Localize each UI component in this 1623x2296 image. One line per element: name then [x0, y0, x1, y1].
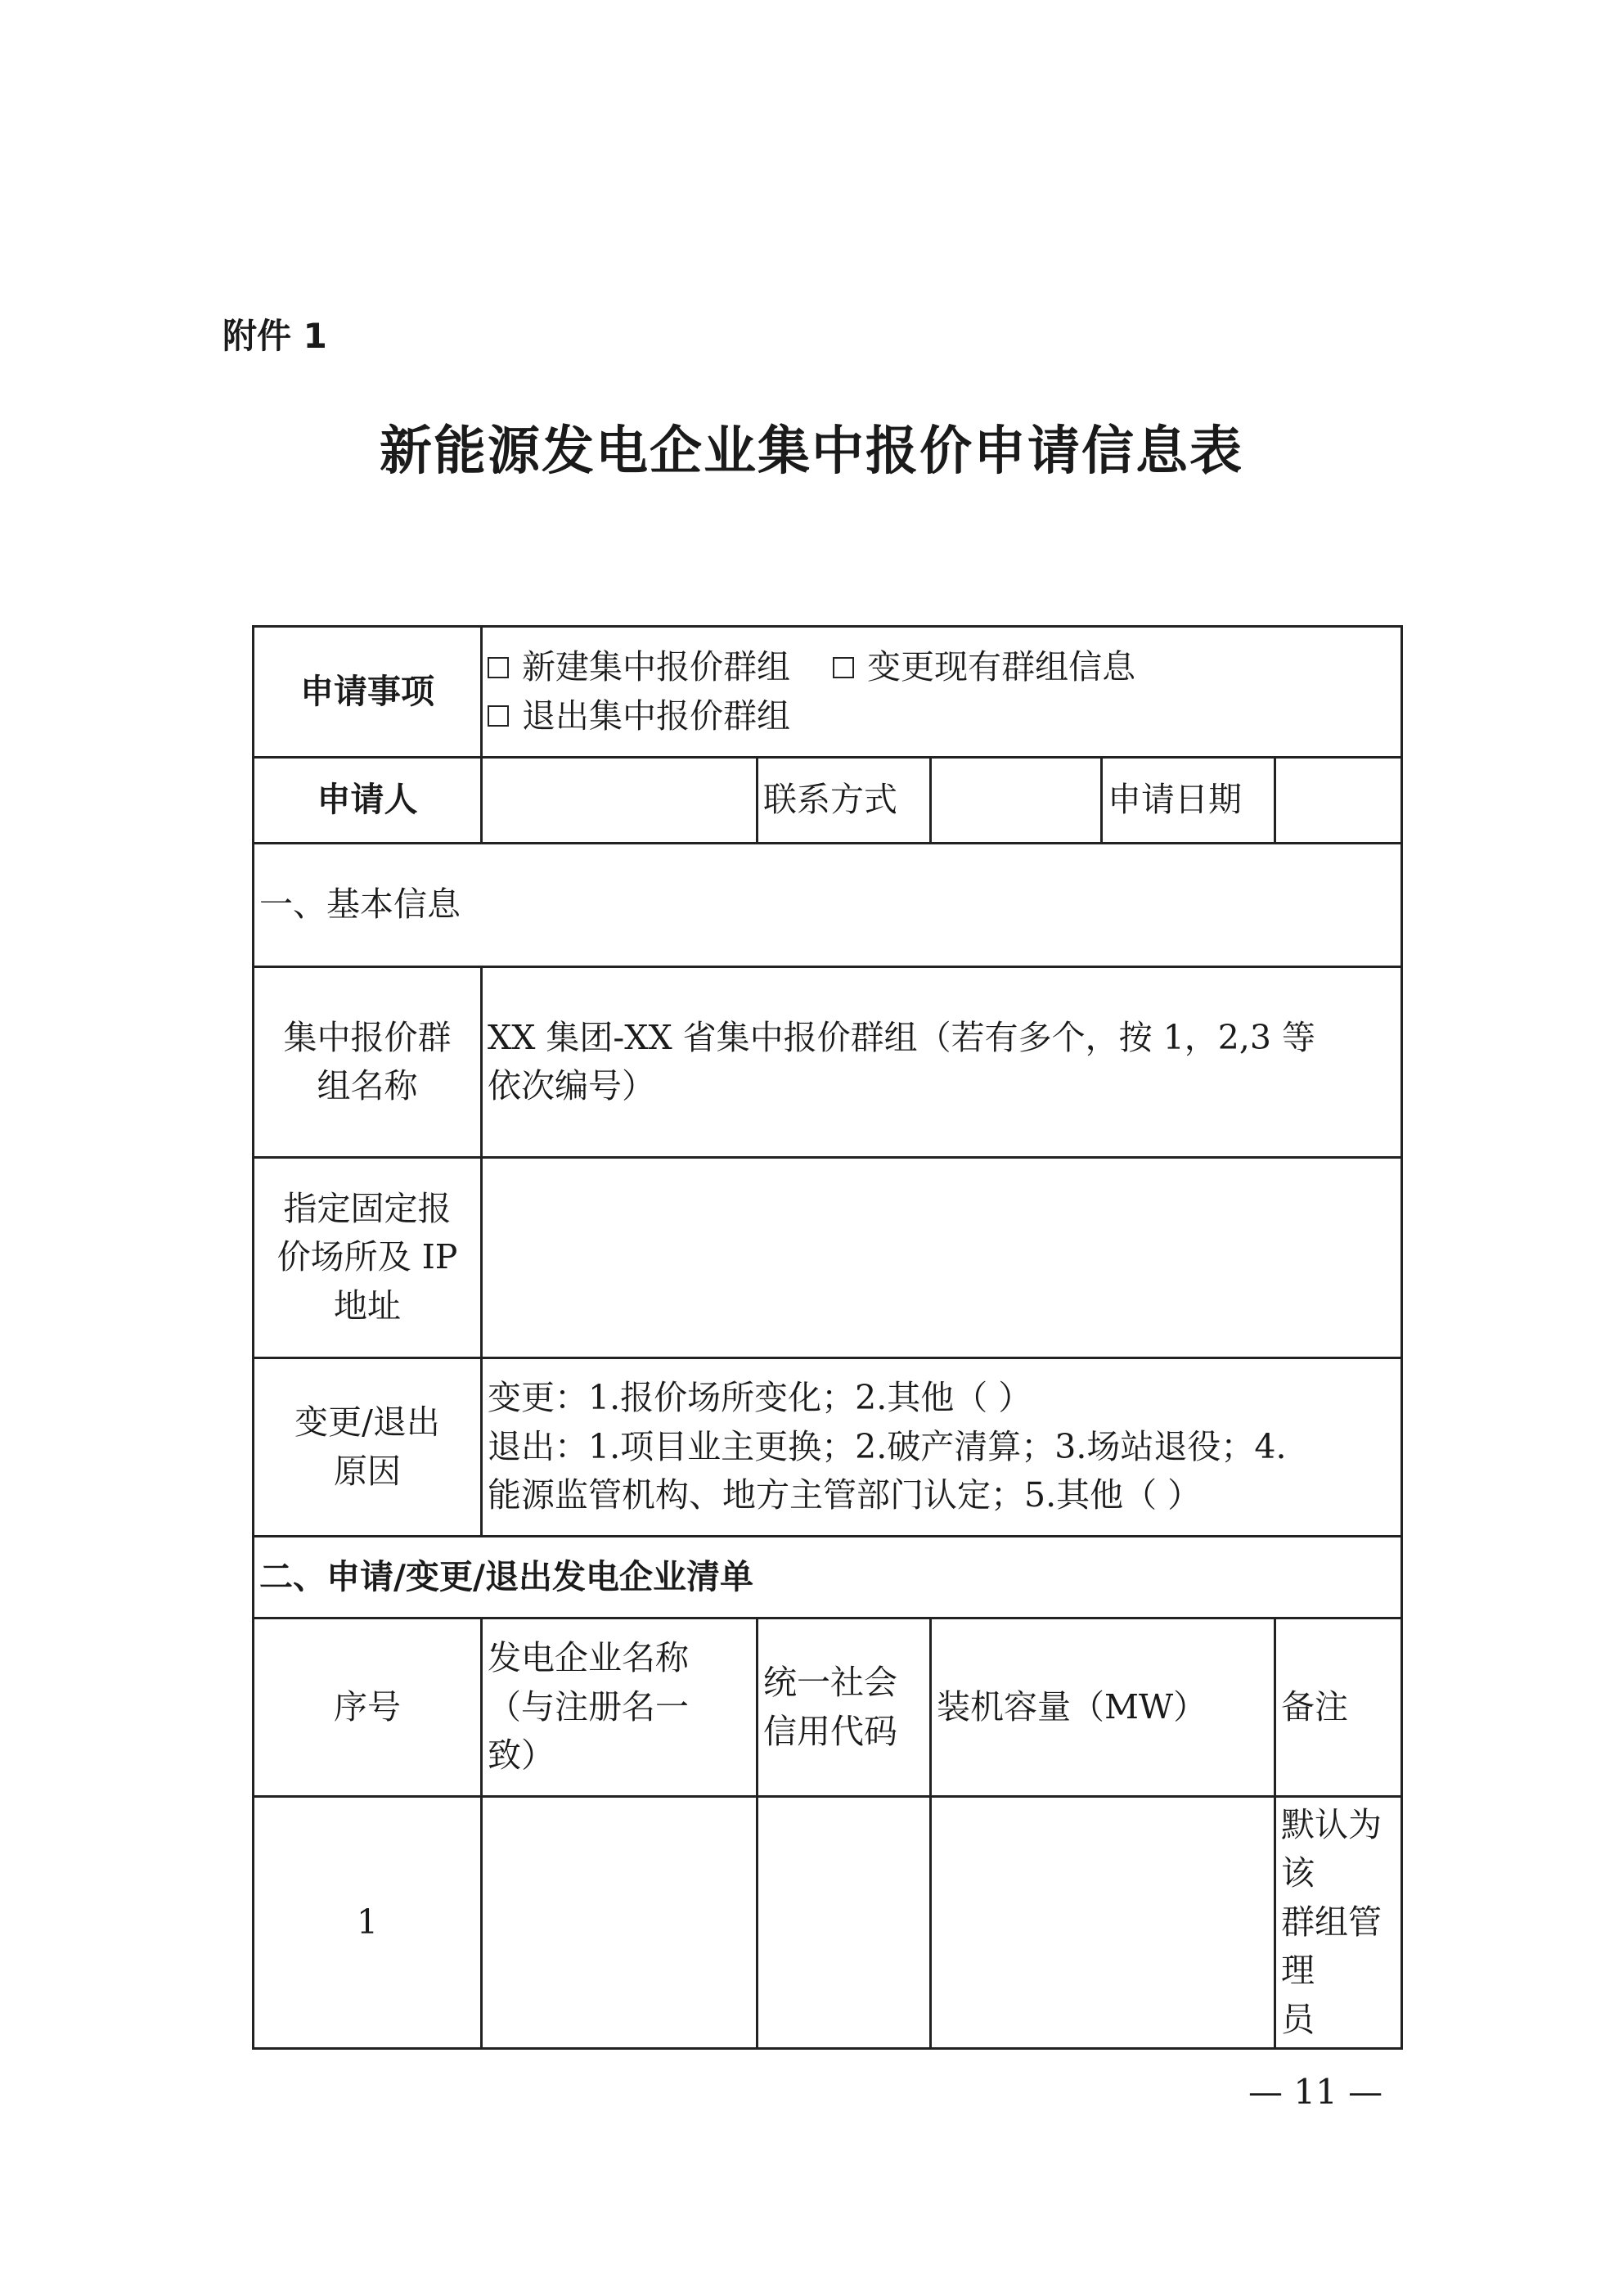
header-seq: 序号 [254, 1618, 482, 1797]
header-capacity: 装机容量（MW） [931, 1618, 1275, 1797]
apply-item-options [482, 627, 1402, 758]
cell-capacity[interactable] [931, 1797, 1275, 2049]
option-label: 变更现有群组信息 [867, 647, 1136, 687]
contact-label: 联系方式 [758, 758, 931, 844]
option-new-group[interactable] [488, 647, 790, 687]
row-group-name [254, 967, 1402, 1158]
page-number: — 11 — [1248, 2072, 1383, 2112]
cell-company-name[interactable] [482, 1797, 758, 2049]
applicant-value[interactable] [482, 758, 758, 844]
section-company-list-title: 二、申请/变更/退出发电企业清单 [254, 1537, 1402, 1618]
quote-place-value[interactable] [482, 1158, 1402, 1358]
contact-value[interactable] [931, 758, 1102, 844]
header-company-name: 发电企业名称 （与注册名一 致） [482, 1618, 758, 1797]
date-label: 申请日期 [1102, 758, 1275, 844]
option-label: 新建集中报价群组 [522, 647, 790, 687]
row-quote-place [254, 1158, 1402, 1358]
checkbox-icon[interactable] [488, 657, 509, 678]
group-name-value[interactable]: XX 集团-XX 省集中报价群组（若有多个，按 1，2,3 等 依次编号） [482, 967, 1402, 1158]
applicant-label: 申请人 [254, 758, 482, 844]
row-applicant [254, 758, 1402, 844]
checkbox-icon[interactable] [833, 657, 854, 678]
row-change-reason [254, 1358, 1402, 1537]
row-section1-title [254, 844, 1402, 967]
change-reason-value[interactable]: 变更：1.报价场所变化；2.其他（ ） 退出：1.项目业主更换；2.破产清算；3.场站退役；4. 能源监管机构、地方主管部门认定；5.其他（ ） [482, 1358, 1402, 1537]
section-basic-info-title: 一、基本信息 [254, 844, 1402, 967]
option-label: 退出集中报价群组 [522, 696, 790, 736]
cell-seq: 1 [254, 1797, 482, 2049]
option-change-group[interactable] [833, 647, 1135, 687]
table-row [254, 1797, 1402, 2049]
header-remark: 备注 [1275, 1618, 1402, 1797]
apply-item-label: 申请事项 [254, 627, 482, 758]
cell-credit-code[interactable] [758, 1797, 931, 2049]
group-name-label: 集中报价群 组名称 [254, 967, 482, 1158]
change-reason-label: 变更/退出 原因 [254, 1358, 482, 1537]
cell-remark: 默认为该 群组管理 员 [1275, 1797, 1402, 2049]
checkbox-icon[interactable] [488, 705, 509, 727]
row-list-header [254, 1618, 1402, 1797]
attachment-label: 附件 1 [223, 316, 327, 356]
date-value[interactable] [1275, 758, 1402, 844]
quote-place-label: 指定固定报 价场所及 IP 地址 [254, 1158, 482, 1358]
page-title: 新能源发电企业集中报价申请信息表 [380, 421, 1243, 482]
option-exit-group[interactable] [488, 696, 790, 736]
application-form [252, 625, 1403, 2050]
row-apply-item [254, 627, 1402, 758]
header-credit-code: 统一社会 信用代码 [758, 1618, 931, 1797]
row-section2-title [254, 1537, 1402, 1618]
